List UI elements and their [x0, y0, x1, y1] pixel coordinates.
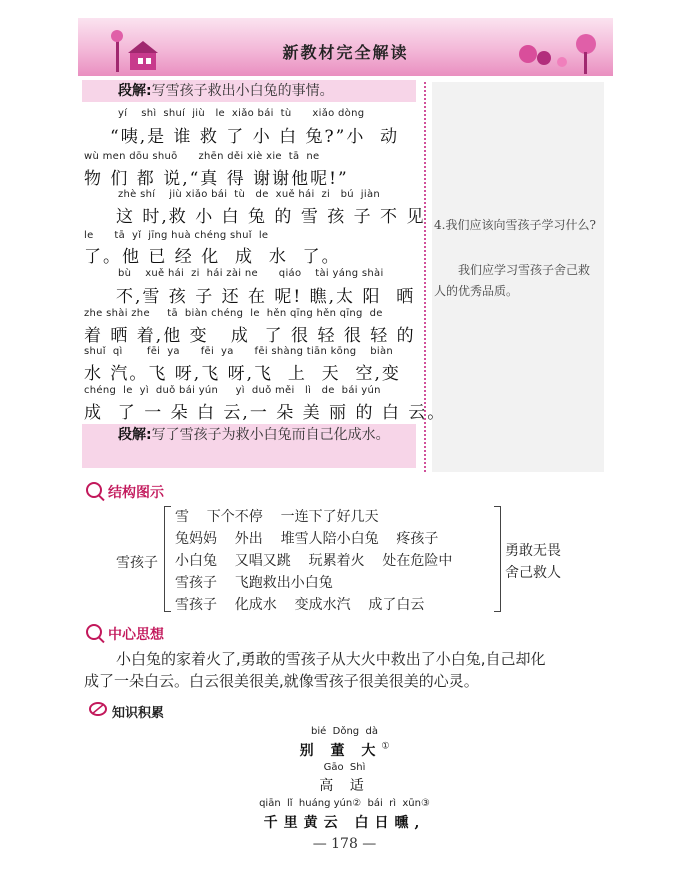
page-number: — 178 — — [312, 836, 377, 852]
structure-row: 小白兔 又唱又跳 玩累着火 处在危险中 — [175, 553, 453, 569]
segment-label: 段解: — [118, 83, 152, 99]
footnote-mark: ① — [381, 741, 390, 752]
segment-explanation-2 — [82, 424, 416, 468]
side-question: 4.我们应该向雪孩子学习什么? — [434, 218, 596, 232]
text-line: 了。他 已 经 化 成 水 了。 — [84, 247, 341, 267]
segment-label: 段解: — [118, 427, 152, 443]
leaf-icon — [88, 700, 110, 718]
pinyin-line: zhe shài zhe tā biàn chéng le hěn qīng hěn qīng de — [84, 308, 383, 319]
text-line: 着 晒 着,他 变 成 了 很 轻 很 轻 的 — [84, 326, 416, 346]
magnifier-icon — [86, 624, 102, 640]
text-line: 成 了 一 朵 白 云,一 朵 美 丽 的 白 云。 — [84, 403, 447, 423]
right-brace — [494, 506, 501, 612]
structure-row: 雪孩子 化成水 变成水汽 成了白云 — [175, 597, 425, 613]
page-header — [78, 18, 613, 76]
poem-line: 千里黄云 白日曛, — [263, 815, 426, 831]
text-line: 不,雪 孩 子 还 在 呢! 瞧,太 阳 晒 — [116, 287, 416, 307]
text-line: “咦,是 谁 救 了 小 白 兔?”小 动 — [110, 127, 400, 147]
section-title-knowledge: 知识积累 — [112, 706, 165, 721]
theme-text-line1: 小白兔的家着火了,勇敢的雪孩子从大火中救出了小白兔,自己却化 — [116, 650, 546, 668]
segment-text: 写了雪孩子为救小白兔而自己化成水。 — [151, 427, 390, 443]
section-title-structure: 结构图示 — [108, 485, 164, 501]
structure-row: 雪孩子 飞跑救出小白兔 — [175, 575, 333, 591]
poem-title — [0, 740, 689, 760]
segment-text: 写雪孩子救出小白兔的事情。 — [151, 83, 334, 99]
structure-row: 雪 下个不停 一连下了好几天 — [175, 509, 379, 525]
pinyin-line: zhè shí jiù xiǎo bái tù de xuě hái zi bú jiàn — [118, 189, 381, 200]
structure-subject: 雪孩子 — [116, 555, 158, 571]
segment-explanation-1 — [82, 80, 416, 102]
header-title: 新教材完全解读 — [282, 43, 409, 62]
structure-summary: 勇敢无畏 — [505, 543, 561, 559]
poem-title-text: 别 董 大 — [299, 743, 382, 759]
poem-line-pinyin: qiān lǐ huáng yún② bái rì xūn③ — [259, 798, 430, 809]
pinyin-line: le tā yǐ jīng huà chéng shuǐ le — [84, 230, 269, 241]
theme-text-line2: 成了一朵白云。白云很美很美,就像雪孩子很美很美的心灵。 — [84, 672, 479, 690]
poem-author: 高 适 — [319, 778, 370, 794]
pinyin-line: chéng le yì duǒ bái yún yì duǒ měi lì de bái yún — [84, 385, 381, 396]
pinyin-line: yí shì shuí jiù le xiǎo bái tù xiǎo dòng — [118, 108, 365, 119]
structure-summary: 舍己救人 — [505, 565, 561, 581]
magnifier-icon — [86, 482, 102, 498]
pinyin-line: wù men dōu shuō zhēn děi xiè xie tā ne — [84, 151, 320, 162]
text-line: 这 时,救 小 白 兔 的 雪 孩 子 不 见 — [116, 207, 426, 227]
pinyin-line: shuǐ qì fēi ya fēi ya fēi shàng tiān kōng biàn — [84, 346, 394, 357]
poem-title-pinyin: bié Dǒng dà — [311, 726, 378, 737]
text-line: 水 汽。飞 呀,飞 呀,飞 上 天 空,变 — [84, 364, 401, 384]
pinyin-line: bù xuě hái zi hái zài ne qiáo tài yáng shài — [118, 268, 384, 279]
section-title-theme: 中心思想 — [108, 627, 164, 643]
poem-author-pinyin: Gāo Shì — [323, 762, 366, 773]
side-answer: 我们应学习雪孩子舍己救人的优秀品质。 — [434, 263, 591, 298]
text-line: 物 们 都 说,“真 得 谢谢他呢!” — [84, 169, 349, 189]
structure-row: 兔妈妈 外出 堆雪人陪小白兔 疼孩子 — [175, 531, 439, 547]
left-brace — [164, 506, 171, 612]
